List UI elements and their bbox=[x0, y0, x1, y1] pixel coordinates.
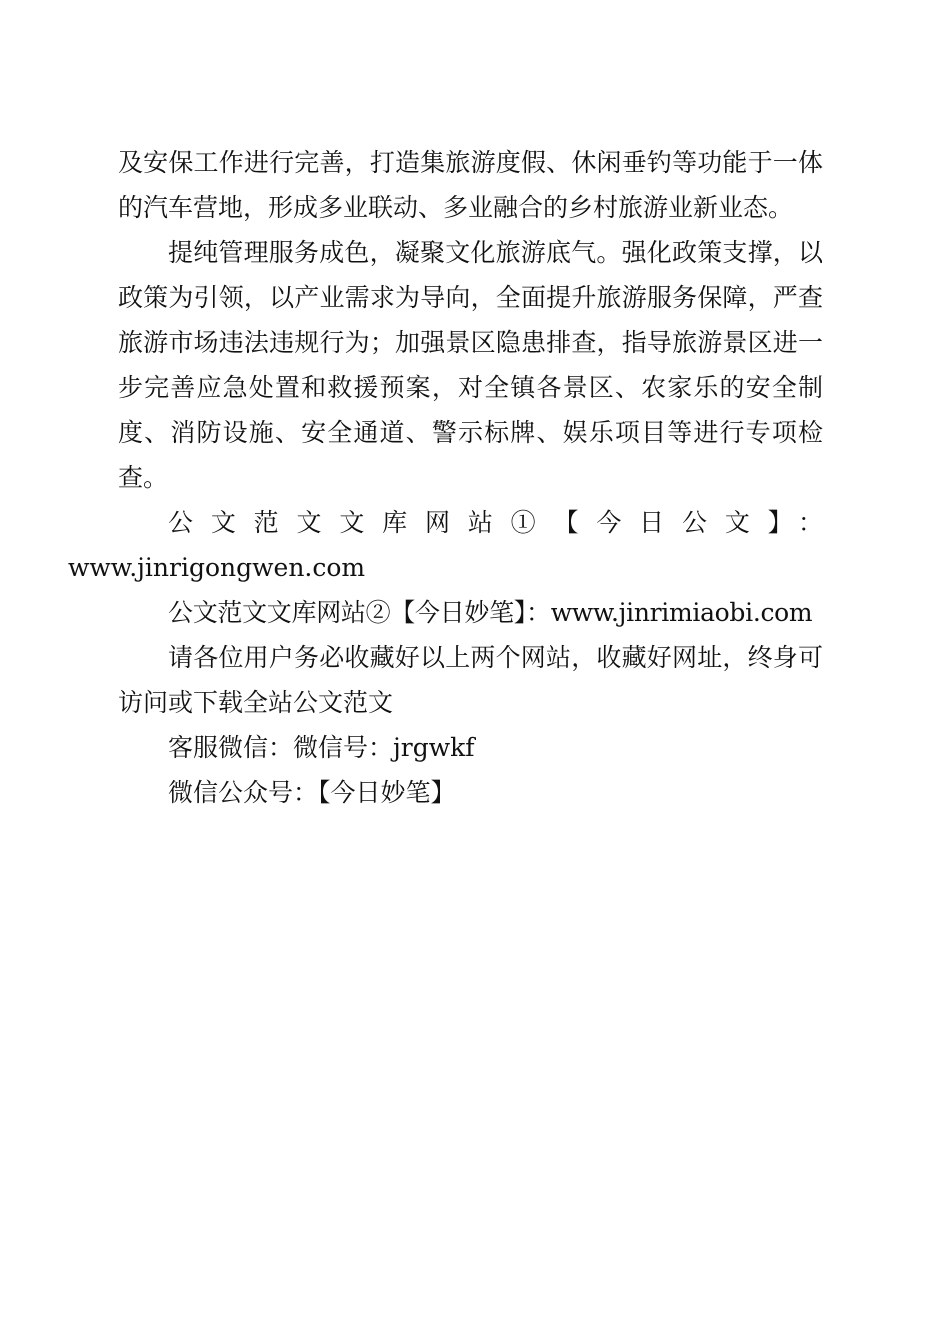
paragraph-site-two[interactable]: 公文范文文库网站②【今日妙笔】：www.jinrimiaobi.com bbox=[168, 598, 813, 627]
paragraph-wechat-official: 微信公众号：【今日妙笔】 bbox=[168, 778, 456, 807]
paragraph-wechat-service: 客服微信：微信号：jrgwkf bbox=[168, 733, 475, 762]
site-one-url[interactable]: www.jinrigongwen.com bbox=[68, 553, 366, 582]
paragraph-management-service: 提纯管理服务成色，凝聚文化旅游底气。强化政策支撑，以政策为引领，以产业需求为导向，全面提升旅游服务保障，严查旅游市场违法违规行为；加强景区隐患排查，指导旅游景区进一步完善应急处置和救援预案，对全镇各景区、农家乐的安全制度、消防设施、安全通道、警示标牌、娱乐项目等进行专项检查。 bbox=[118, 238, 823, 492]
paragraph-bookmark-reminder: 请各位用户务必收藏好以上两个网站，收藏好网址，终身可访问或下载全站公文范文 bbox=[118, 643, 823, 717]
paragraph-tourism-camp: 及安保工作进行完善，打造集旅游度假、休闲垂钓等功能于一体的汽车营地，形成多业联动、多业融合的乡村旅游业新业态。 bbox=[118, 148, 823, 222]
paragraph-site-one bbox=[68, 500, 823, 590]
document-body bbox=[68, 140, 823, 815]
site-one-label: 公文范文文库网站①【今日公文】： bbox=[168, 508, 823, 537]
